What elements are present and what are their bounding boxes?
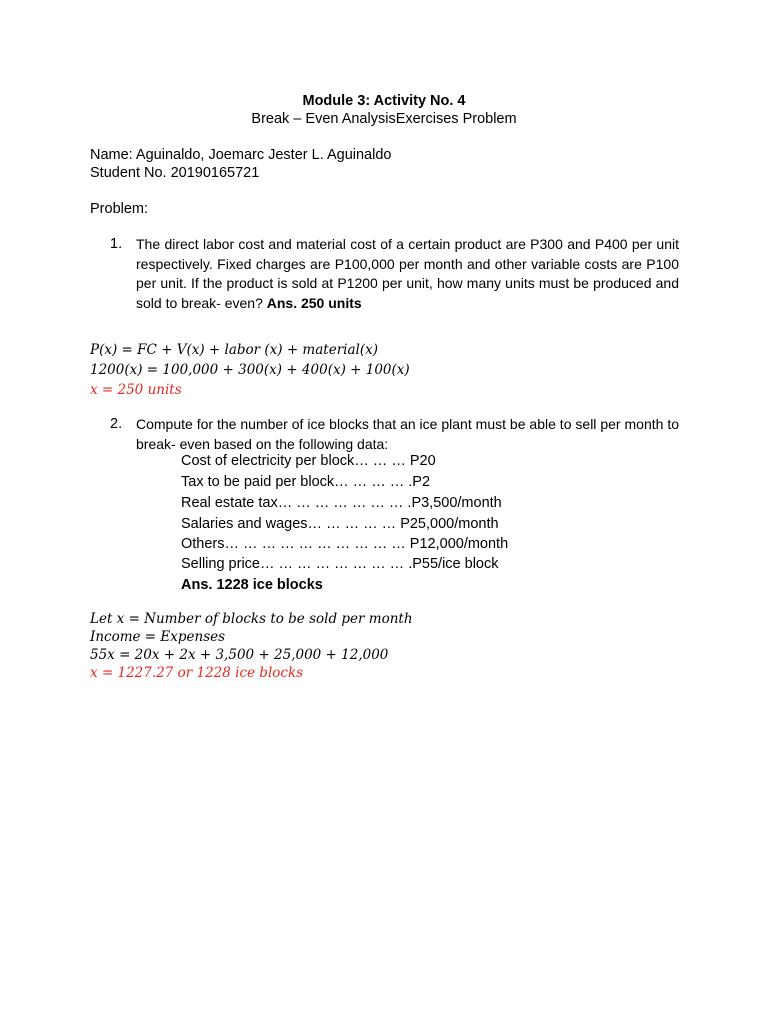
document-subtitle: Break – Even AnalysisExercises Problem [251, 111, 517, 127]
problem-1-text [136, 235, 679, 313]
problem-1-solution-line-1: P(x) = FC + V(x) + labor (x) + material(x) [90, 342, 378, 358]
problem-2-data-electricity: Cost of electricity per block… … … P20 [181, 453, 436, 469]
problem-2-data-salaries: Salaries and wages… … … … … P25,000/month [181, 516, 499, 532]
problem-1-solution-line-2: 1200(x) = 100,000 + 300(x) + 400(x) + 100(x) [90, 362, 410, 378]
problem-2-data-selling-price: Selling price… … … … … … … … .P55/ice block [181, 556, 499, 572]
problem-2-solution-line-1: Let x = Number of blocks to be sold per month [90, 611, 413, 627]
problem-2-solution-result: x = 1227.27 or 1228 ice blocks [90, 665, 304, 681]
problem-1-number: 1. [110, 236, 123, 252]
problem-label: Problem: [90, 201, 149, 217]
problem-2-solution-line-3: 55x = 20x + 2x + 3,500 + 25,000 + 12,000 [90, 647, 389, 663]
problem-2-data-real-estate: Real estate tax… … … … … … … .P3,500/month [181, 495, 502, 511]
problem-2-data-others: Others… … … … … … … … … … P12,000/month [181, 536, 509, 552]
student-name: Name: Aguinaldo, Joemarc Jester L. Aguinaldo [90, 147, 392, 163]
problem-2-answer: Ans. 1228 ice blocks [181, 577, 323, 593]
student-number: Student No. 20190165721 [90, 165, 260, 181]
problem-2-data-tax: Tax to be paid per block… … … … .P2 [181, 474, 431, 490]
problem-2-solution-line-2: Income = Expenses [90, 629, 226, 645]
problem-1-statement: The direct labor cost and material cost of a certain product are P300 and P400 per unit respectively. Fixed charges are P100,000 per month and other variable costs are P100 per unit. If the product is sold at P1200 per unit, how many units must be produced and sold to break- even? [136, 236, 679, 311]
problem-2-text: Compute for the number of ice blocks that an ice plant must be able to sell per month to break- even based on the following data: [136, 416, 679, 452]
problem-1-solution-result: x = 250 units [90, 382, 182, 398]
document-title: Module 3: Activity No. 4 [302, 93, 466, 109]
problem-1-answer: Ans. 250 units [266, 294, 362, 311]
problem-2-number: 2. [110, 416, 123, 432]
